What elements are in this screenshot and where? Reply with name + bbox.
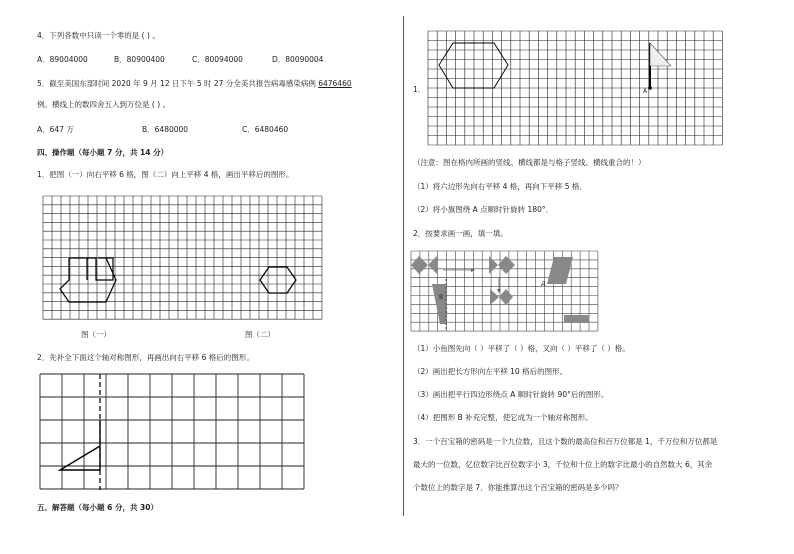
flag-shape	[650, 43, 671, 66]
q5-option-c: C．6480460	[242, 125, 289, 134]
r-q3-line1: 3．一个百宝箱的密码是一个九位数，且这个数的最高位和百万位都是 1，千万位和万位都是	[413, 437, 718, 446]
fish-tail-1	[428, 256, 437, 274]
r-q2-sub3: （3）画出把平行四边形绕点 A 顺时针旋转 90°后的图形。	[413, 390, 609, 399]
figure-b-half	[432, 284, 446, 324]
r-q2-sub2: （2）画出把长方形向左平移 10 格后的图形。	[413, 367, 568, 376]
r-q2-sub4: （4）把图形 B 补充完整，使它成为一个轴对称图形。	[413, 413, 593, 422]
r-q3-line3: 个数位上的数字是 7．你能推算出这个百宝箱的密码是多少吗？	[413, 483, 623, 492]
rectangle-figure	[564, 315, 589, 323]
parallelogram-figure	[547, 257, 573, 284]
column-divider	[403, 16, 404, 516]
op1-grid	[43, 196, 323, 320]
q4-option-a: A．89004000	[37, 55, 88, 64]
fish-body-1	[411, 256, 428, 274]
r-q1-label: 1．	[413, 85, 426, 94]
figure-two-label: 图（二）	[245, 330, 275, 339]
figure-two-hexagon	[260, 267, 296, 293]
r-q1-sub1: （1）将六边形先向右平移 4 格，再向下平移 5 格．	[413, 182, 587, 191]
figure-b-label: B	[439, 294, 444, 301]
point-a-label: A	[643, 88, 648, 95]
r-q1-grid	[428, 31, 722, 145]
arrow-down-head	[497, 289, 501, 293]
grid-lines	[40, 374, 304, 489]
r-q2-stem: 2．按要求画一画，填一填。	[413, 229, 508, 238]
op2-grid	[40, 374, 306, 490]
q5-line2: 例。横线上的数四舍五入到万位是 ( ) 。	[37, 100, 171, 109]
q4-option-c: C．80094000	[192, 55, 243, 64]
section5-title: 五、解答题（每小题 6 分，共 30）	[37, 503, 158, 512]
r-q2-grid	[411, 251, 599, 331]
fish-tail-3	[490, 289, 499, 305]
note: （注意：图在格内所画的竖线、横线都是与格子竖线、横线重合的！）	[413, 158, 646, 167]
half-figure	[60, 420, 100, 470]
q5-line1-text: 5．截至美国东部时间 2020 年 9 月 12 日下午 5 时 27 分全美共报告病毒感染病例	[37, 79, 319, 88]
fish-tail-2	[489, 256, 498, 274]
figure-one-label: 图（一）	[81, 330, 111, 339]
r-q3-line2: 最大的一位数，亿位数字比百位数字小 3，千位和十位上的数字比最小的自然数大 6，其余	[413, 460, 713, 469]
q5-line1	[37, 78, 352, 89]
parallelogram-point-label: A	[541, 280, 546, 288]
r-q2-sub1: （1）小鱼图先向（ ）平移了（ ）格，又向（ ）平移了（ ）格。	[413, 344, 630, 353]
q5-option-b: B．6480000	[142, 125, 189, 134]
q4-stem: 4．下列各数中只读一个零的是 ( ) 。	[37, 31, 160, 40]
op2-stem: 2．先补全下面这个轴对称图形，再画出向右平移 6 格后的图形。	[37, 353, 254, 362]
q5-case-number: 6476460	[318, 79, 352, 88]
q5-option-a: A．647 万	[37, 125, 74, 134]
fish-body-3	[499, 289, 513, 305]
r-q1-sub2: （2）将小旗图绕 A 点顺时针旋转 180°．	[413, 205, 554, 214]
fish-body-2	[498, 256, 515, 274]
point-a	[648, 86, 652, 90]
q4-option-b: B．80900400	[114, 55, 165, 64]
op1-stem: 1．把图（一）向右平移 6 格，图（二）向上平移 4 格，画出平移后的图形。	[37, 170, 294, 179]
section4-title: 四、操作题（每小题 7 分，共 14 分）	[37, 148, 169, 157]
q4-option-d: D．80090004	[272, 55, 324, 64]
